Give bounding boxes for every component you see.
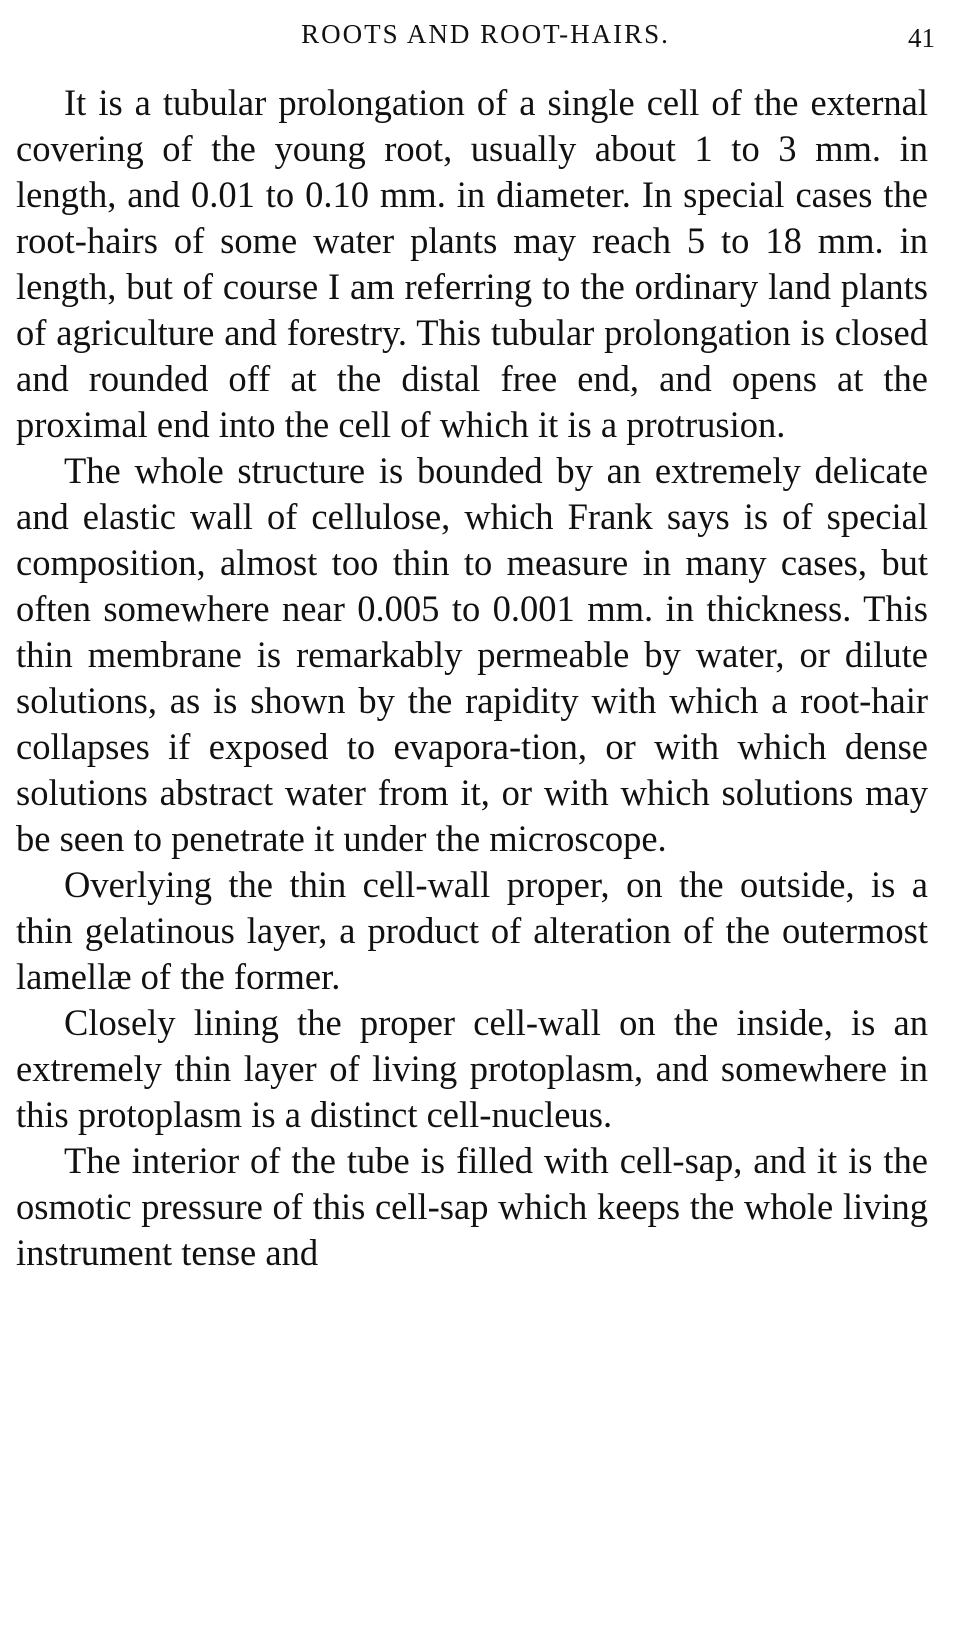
paragraph-cell-wall: The whole structure is bounded by an extremely delicate and elastic wall of cellulose, which Frank says is of special composition, almost too thin to measure in many cases, but often somewhere near 0.005 to 0.001 mm. in thickness. This thin membrane is remarkably permeable by water, or dilute solutions, as is shown by the rapidity with which a root-hair collapses if exposed to evapora-tion, or with which dense solutions abstract water from it, or with which solutions may be seen to penetrate it under the microscope. — [16, 450, 928, 859]
running-head-title: ROOTS AND ROOT-HAIRS. — [301, 19, 670, 49]
paragraph-root-hair-description: It is a tubular prolongation of a single cell of the external covering of the young root, usually about 1 to 3 mm. in length, and 0.01 to 0.10 mm. in diameter. In special cases the root-hairs of some water plants may reach 5 to 18 mm. in length, but of course I am referring to the ordinary land plants of agriculture and forestry. This tubular prolongation is closed and rounded off at the distal free end, and opens at the proximal end into the cell of which it is a protrusion. — [16, 82, 928, 445]
page-number: 41 — [908, 23, 935, 53]
paragraph-cell-sap: The interior of the tube is filled with cell-sap, and it is the osmotic pressure of this cell-sap which keeps the whole living instrument tense and — [16, 1140, 928, 1273]
body-text — [16, 80, 928, 1276]
paragraph-gelatinous-layer: Overlying the thin cell-wall proper, on the outside, is a thin gelatinous layer, a product of alteration of the outermost lamellæ of the former. — [16, 864, 928, 997]
paragraph-protoplasm: Closely lining the proper cell-wall on the inside, is an extremely thin layer of living protoplasm, and somewhere in this protoplasm is a distinct cell-nucleus. — [16, 1002, 928, 1135]
running-head — [0, 14, 971, 54]
